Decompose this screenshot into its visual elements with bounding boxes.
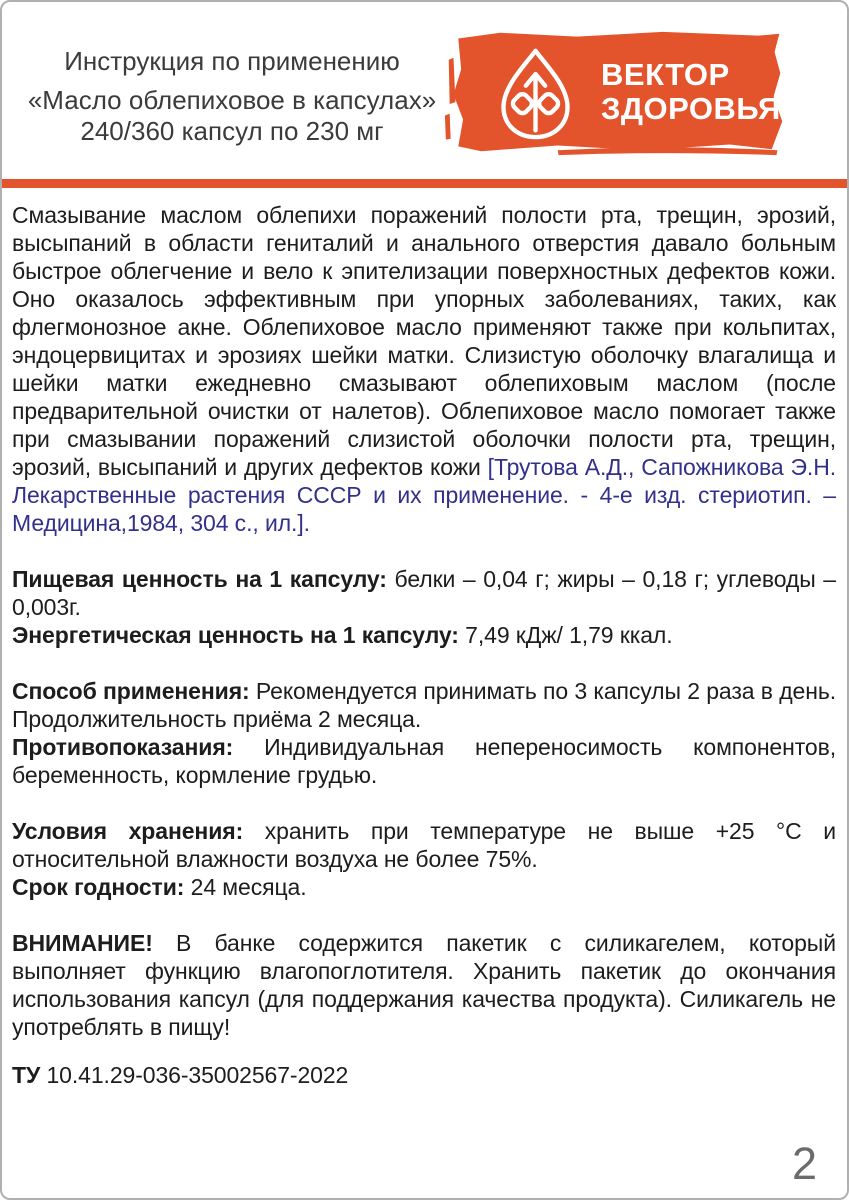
brand-name-line-2: ЗДОРОВЬЯ <box>601 91 781 126</box>
energy-text: 7,49 кДж/ 1,79 ккал. <box>465 622 673 648</box>
section-storage <box>12 817 836 873</box>
storage-label: Условия хранения: <box>12 818 244 844</box>
shelf-life-text: 24 месяца. <box>190 874 307 900</box>
nutrition-label: Пищевая ценность на 1 капсулу: <box>12 566 387 592</box>
warning-label: ВНИМАНИЕ! <box>12 930 153 956</box>
page-number: 2 <box>791 1138 817 1189</box>
page-header <box>2 2 847 179</box>
orange-divider <box>2 179 847 188</box>
brand-name <box>601 58 781 126</box>
header-titles <box>10 46 454 147</box>
section-nutrition <box>12 565 836 621</box>
citation-text: [Трутова А.Д., Сапожникова Э.Н. Лекарственные растения СССР и их применение. - 4-е изд. стериотип. – Медицина,1984, 304 с., ил.]. <box>12 454 836 536</box>
brand-name-line-1: ВЕКТОР <box>601 57 730 92</box>
storage-text: хранить при температуре не выше +25 °С и относительной влажности воздуха не более 75%. <box>12 818 837 872</box>
usage-label: Способ применения: <box>12 678 250 704</box>
energy-label: Энергетическая ценность на 1 капсулу: <box>12 622 459 648</box>
instruction-title-line-1: Инструкция по применению <box>64 46 400 76</box>
contraindications-text: Индивидуальная непереносимость компонентов, беременность, кормление грудью. <box>12 734 836 788</box>
tu-text: 10.41.29-036-35002567-2022 <box>46 1062 349 1088</box>
section-tu-number <box>12 1061 836 1089</box>
section-energy <box>12 621 836 649</box>
section-usage <box>12 677 836 733</box>
usage-text: Рекомендуется принимать по 3 капсулы 2 раза в день. Продолжительность приёма 2 месяца. <box>12 678 837 732</box>
warning-text: В банке содержится пакетик с силикагелем, который выполняет функцию влагопоглотителя. Хранить пакетик до окончания использования капсул (для поддержания качества продукта). Силикагель не употреблять в пищу! <box>12 930 836 1040</box>
logo-content <box>443 27 787 157</box>
leaf-arrow-icon <box>487 44 584 141</box>
brand-logo <box>443 27 787 157</box>
contraindications-label: Противопоказания: <box>12 734 234 760</box>
paragraph-text: Смазывание маслом облепихи поражений полости рта, трещин, эрозий, высыпаний в области гениталий и анального отверстия давало больным быстрое облегчение и вело к эпителизации поверхностных дефектов кожи. Оно оказалось эффективным при упорных заболеваниях, таких, как флегмонозное акне. Облепиховое масло применяют также при кольпитах, эндоцервицитах и эрозиях шейки матки. Слизистую оболочку влагалища и шейки матки ежедневно смазывают облепиховым маслом (после предварительной очистки от налетов). Облепиховое масло помогает также при смазывании поражений слизистой оболочки полости рта, трещин, эрозий, высыпаний и других дефектов кожи <box>12 202 836 480</box>
section-contraindications <box>12 733 836 789</box>
main-paragraph <box>12 201 836 537</box>
section-warning <box>12 929 836 1041</box>
shelf-life-label: Срок годности: <box>12 874 185 900</box>
instruction-title-line-2: «Масло облепиховое в капсулах» <box>27 85 437 115</box>
document-body <box>2 188 847 1089</box>
tu-label: ТУ <box>12 1062 41 1088</box>
nutrition-text: белки – 0,04 г; жиры – 0,18 г; углеводы – 0,003г. <box>12 566 836 620</box>
section-shelf-life <box>12 873 836 901</box>
instruction-title-line-3: 240/360 капсул по 230 мг <box>80 116 384 146</box>
